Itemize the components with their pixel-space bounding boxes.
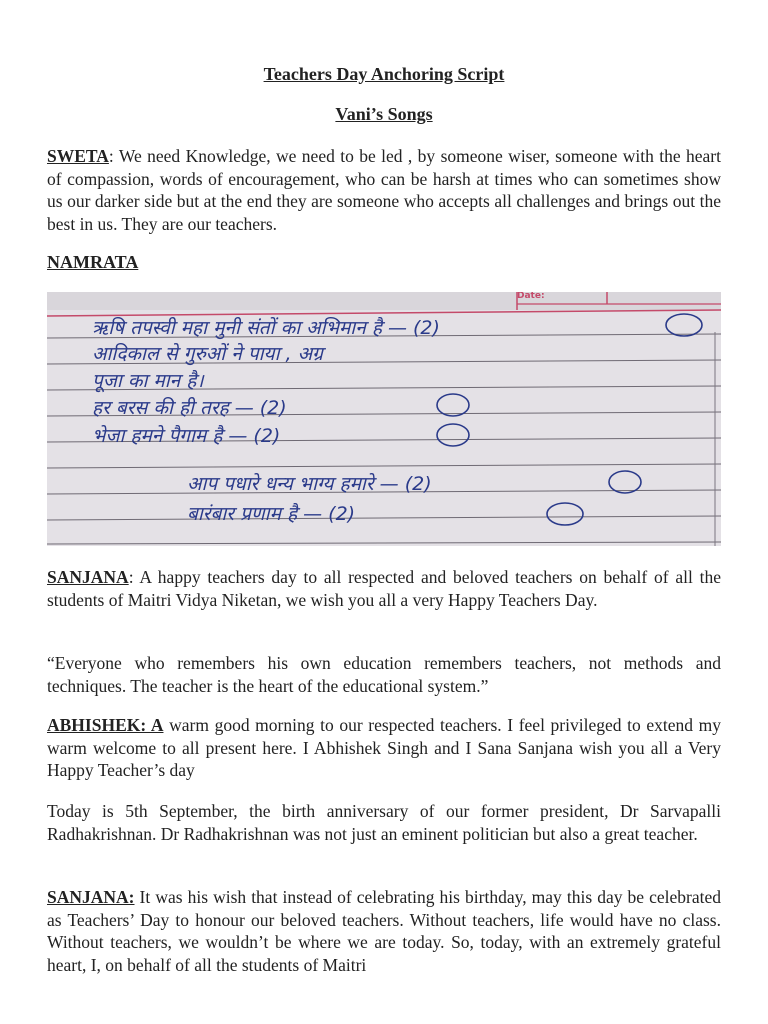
- today-paragraph: Today is 5th September, the birth anniversary of our former president, Dr Sarvapalli Radhakrishnan. Dr Radhakrishnan was not just an eminent politician but also a great teacher.: [47, 801, 721, 844]
- date-label: Date:: [517, 292, 545, 301]
- handwritten-line: आदिकाल से गुरुओं ने पाया , अग्र: [92, 343, 323, 365]
- document-title: Teachers Day Anchoring Script: [263, 64, 505, 84]
- paragraph-text: : A happy teachers day to all respected and beloved teachers on behalf of all the students of Maitri Vidya Niketan, we wish you all a very Happy Teachers Day.: [47, 567, 721, 610]
- handwritten-line: पूजा का मान है।: [92, 370, 204, 392]
- handwritten-line: ऋषि तपस्वी महा मुनी संतों का अभिमान है — (2): [92, 317, 440, 339]
- speaker-name: SWETA: [47, 146, 109, 166]
- sweta-paragraph: [47, 145, 721, 235]
- notebook-text-layer: [47, 292, 721, 546]
- paragraph-text: : We need Knowledge, we need to be led , by someone wiser, someone with the heart of compassion, words of encouragement, who can be harsh at times who can sometimes show us our darker side but at the end they are someone who accepts all challenges and brings out the best in us. They are our teachers.: [47, 146, 721, 234]
- paragraph-text: warm good morning to our respected teachers. I feel privileged to extend my warm welcome to all present here. I Abhishek Singh and I Sana Sanjana wish you all a Very Happy Teacher’s day: [47, 715, 721, 780]
- paragraph-text: It was his wish that instead of celebrating his birthday, may this day be celebrated as Teachers’ Day to honour our beloved teachers. Without teachers, life would have no class. Without teachers, we wouldn’t be where we are today. So, today, with an extremely grateful heart, I, on behalf of all the students of Maitri: [47, 887, 721, 975]
- speaker-name: ABHISHEK: A: [47, 715, 164, 735]
- document-subtitle: Vani’s Songs: [335, 104, 433, 124]
- sanjana-paragraph-2: [47, 886, 721, 976]
- abhishek-paragraph: [47, 714, 721, 782]
- handwritten-line: भेजा हमने पैगाम है — (2): [92, 425, 281, 447]
- sanjana-paragraph-1: [47, 566, 721, 611]
- handwritten-line: हर बरस की ही तरह — (2): [92, 397, 287, 419]
- quote-paragraph: “Everyone who remembers his own education remembers teachers, not methods and techniques. The teacher is the heart of the educational system.”: [47, 653, 721, 696]
- handwritten-line: बारंबार प्रणाम है — (2): [187, 503, 356, 525]
- handwritten-line: आप पधारे धन्य भाग्य हमारे — (2): [187, 473, 432, 495]
- handwritten-notebook-photo: [47, 292, 721, 546]
- speaker-name: SANJANA: [47, 567, 129, 587]
- namrata-heading: NAMRATA: [47, 252, 139, 272]
- speaker-name: SANJANA:: [47, 887, 135, 907]
